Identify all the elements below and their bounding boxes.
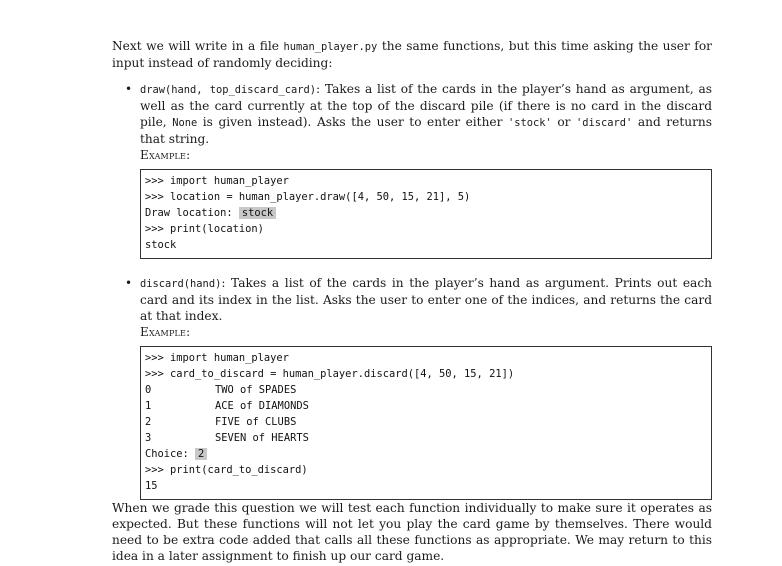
code-line: >>> import human_player <box>145 352 289 364</box>
card-index: 3 <box>145 432 152 444</box>
draw-desc-part: and returns that string. <box>140 115 713 146</box>
bullet-icon: • <box>125 276 133 290</box>
discard-description <box>140 275 712 324</box>
list-item-draw <box>112 81 712 259</box>
draw-desc-part: is given instead). Asks the user to enter either <box>197 115 508 129</box>
code-line: >>> print(location) <box>145 223 264 235</box>
card-name: FIVE of CLUBS <box>215 416 297 428</box>
card-index: 0 <box>145 384 152 396</box>
card-row <box>145 414 707 430</box>
intro-paragraph <box>112 38 712 71</box>
intro-text: Next we will write in a file <box>112 39 284 53</box>
code-line: >>> print(card_to_discard) <box>145 464 308 476</box>
code-line <box>145 205 707 221</box>
stock-keyword: 'stock' <box>508 117 552 129</box>
user-input-highlight: stock <box>239 207 276 219</box>
draw-desc-part: : Takes a list of the cards in the player’s hand as argument, as well as the card currently at the top of the discard pile (if there is no card in the discard pile, <box>140 82 712 129</box>
discard-code-example <box>140 346 712 500</box>
input-prompt: Draw location: <box>145 207 239 219</box>
function-list <box>112 81 712 500</box>
draw-description <box>140 81 712 147</box>
discard-signature: discard(hand) <box>140 278 222 290</box>
draw-code-example <box>140 169 712 259</box>
card-name: TWO of SPADES <box>215 384 297 396</box>
example-label: Example: <box>140 325 191 339</box>
user-input-highlight: 2 <box>195 448 207 460</box>
card-row <box>145 430 707 446</box>
intro-text-after: the same functions, but this time asking the user for input instead of randomly deciding: <box>112 39 712 70</box>
discard-keyword: 'discard' <box>576 117 633 129</box>
input-prompt: Choice: <box>145 448 196 460</box>
card-name: ACE of DIAMONDS <box>215 400 309 412</box>
draw-desc-part: or <box>551 115 577 129</box>
list-item-discard <box>112 275 712 500</box>
card-row <box>145 382 707 398</box>
closing-paragraph: When we grade this question we will test each function individually to make sure it operates as expected. But these functions will not let you play the card game by themselves. There would need to be extra code added that calls all these functions as appropriate. We may return to this idea in a later assignment to finish up our card game. <box>112 501 712 563</box>
code-line <box>145 446 707 462</box>
draw-signature: draw(hand, top_discard_card) <box>140 84 317 96</box>
code-line: stock <box>145 239 177 251</box>
code-line: 15 <box>145 480 158 492</box>
document-page <box>112 38 712 564</box>
none-keyword: None <box>172 117 198 129</box>
filename-code: human_player.py <box>283 41 378 53</box>
card-index: 2 <box>145 416 152 428</box>
discard-desc-part: : Takes a list of the cards in the player’s hand as argument. Prints out each card and its index in the list. Asks the user to enter one of the indices, and returns the card at that index. <box>140 276 712 323</box>
card-row <box>145 398 707 414</box>
code-line: >>> import human_player <box>145 175 289 187</box>
card-index: 1 <box>145 400 152 412</box>
code-line: >>> location = human_player.draw([4, 50, 15, 21], 5) <box>145 191 471 203</box>
code-line: >>> card_to_discard = human_player.discard([4, 50, 15, 21]) <box>145 368 515 380</box>
example-label: Example: <box>140 148 191 162</box>
bullet-icon: • <box>125 82 133 96</box>
card-name: SEVEN of HEARTS <box>215 432 309 444</box>
